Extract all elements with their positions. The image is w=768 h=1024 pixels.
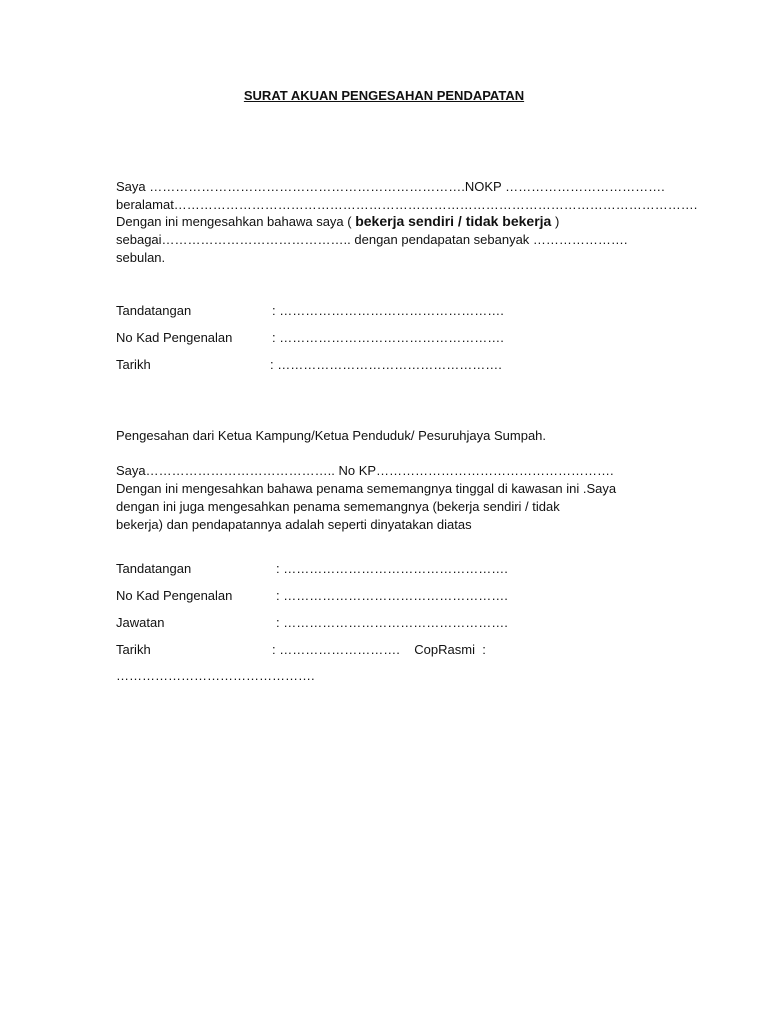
sign2-value-position: : ……………………………………………. — [276, 615, 508, 630]
declaration-line-4: sebagai…………………………………….. dengan pendapatan sebanyak …………………. — [116, 232, 628, 247]
sign2-value-ic: : ……………………………………………. — [276, 588, 508, 603]
endorsement-line-1: Saya…………………………………….. No KP………………………………………………. — [116, 463, 614, 478]
sign1-value-signature: : ……………………………………………. — [272, 303, 504, 318]
document-title: SURAT AKUAN PENGESAHAN PENDAPATAN — [243, 88, 525, 103]
stamp-line: ………………………………………. — [116, 668, 315, 683]
sign2-row-date — [116, 641, 486, 659]
sign1-row-date — [116, 356, 502, 374]
declaration-line-3-pre: Dengan ini mengesahkan bahawa saya ( — [116, 214, 356, 229]
sign1-label-ic: No Kad Pengenalan — [116, 330, 233, 345]
sign2-row-ic — [116, 587, 508, 605]
employment-status: bekerja sendiri / tidak bekerja — [355, 213, 552, 229]
declaration-line-1: Saya ……………………………………………………………….NOKP ………………………………. — [116, 179, 665, 194]
sign2-value-date: : ………………………. CopRasmi : — [272, 642, 486, 657]
sign2-label-position: Jawatan — [116, 615, 165, 630]
sign1-row-signature — [116, 302, 504, 320]
sign2-row-signature — [116, 560, 508, 578]
endorsement-line-3: dengan ini juga mengesahkan penama sememangnya (bekerja sendiri / tidak — [116, 499, 560, 514]
endorsement-heading: Pengesahan dari Ketua Kampung/Ketua Penduduk/ Pesuruhjaya Sumpah. — [116, 428, 547, 443]
sign1-value-ic: : ……………………………………………. — [272, 330, 504, 345]
endorsement-line-4: bekerja) dan pendapatannya adalah seperti dinyatakan diatas — [116, 517, 472, 532]
sign2-row-position — [116, 614, 508, 632]
declaration-line-3 — [116, 212, 559, 231]
declaration-line-5: sebulan. — [116, 250, 166, 265]
sign1-label-signature: Tandatangan — [116, 303, 192, 318]
sign2-label-ic: No Kad Pengenalan — [116, 588, 233, 603]
endorsement-line-2: Dengan ini mengesahkan bahawa penama sememangnya tinggal di kawasan ini .Saya — [116, 481, 617, 496]
sign2-label-signature: Tandatangan — [116, 561, 192, 576]
sign2-label-date: Tarikh — [116, 642, 151, 657]
declaration-line-3-post: ) — [551, 214, 560, 229]
sign1-value-date: : ……………………………………………. — [270, 357, 502, 372]
sign1-row-ic — [116, 329, 504, 347]
declaration-line-2: beralamat…………………………………………………………………………………………………………. — [116, 197, 698, 212]
sign1-label-date: Tarikh — [116, 357, 151, 372]
sign2-value-signature: : ……………………………………………. — [276, 561, 508, 576]
